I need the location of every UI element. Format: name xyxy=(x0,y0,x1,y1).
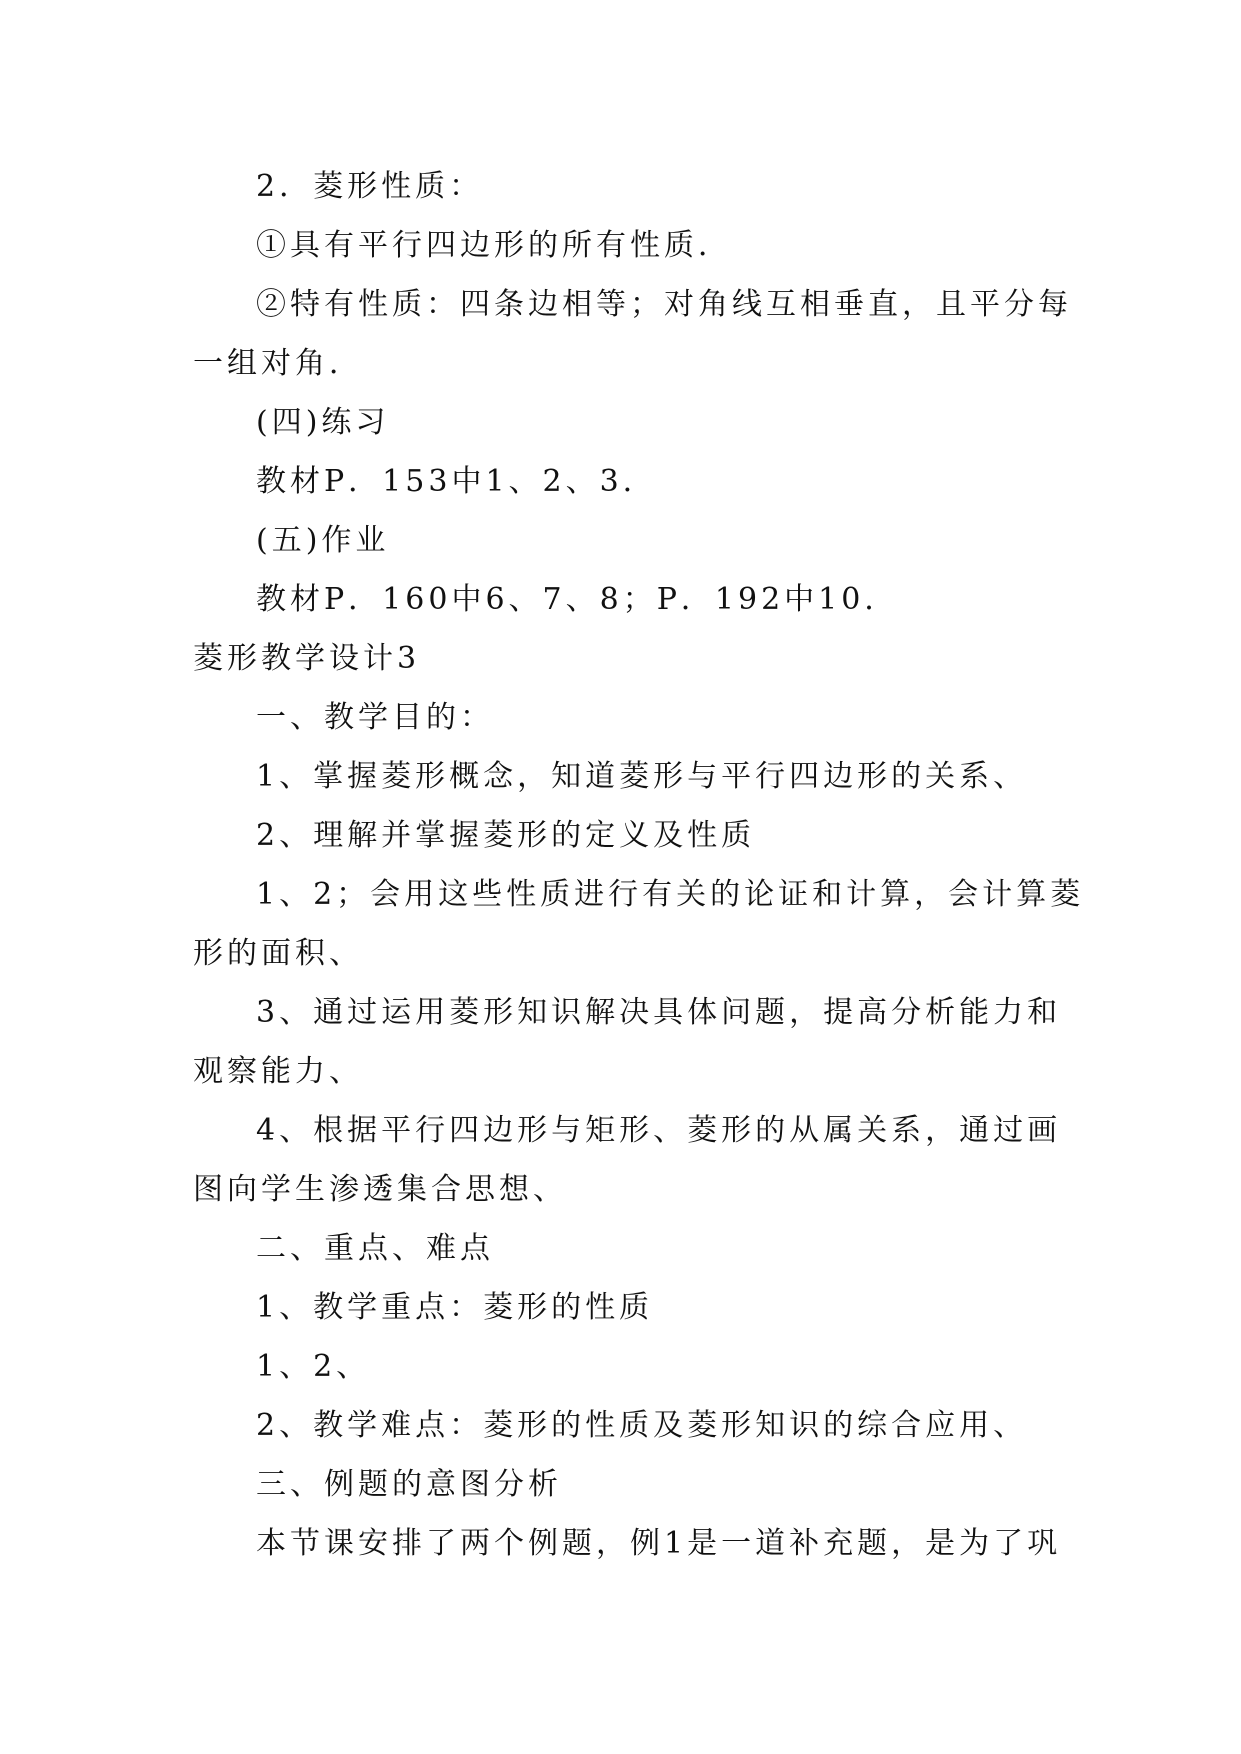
text-line: 教材P．160中6、7、8；P．192中10． xyxy=(256,582,899,617)
text-line: 二、重点、难点 xyxy=(256,1231,494,1266)
text-line: 3、通过运用菱形知识解决具体问题，提高分析能力和 xyxy=(256,995,1062,1030)
text-line: 1、教学重点：菱形的性质 xyxy=(256,1290,654,1325)
text-line: (四)练习 xyxy=(256,405,390,440)
text-line: ②特有性质：四条边相等；对角线互相垂直，且平分每 xyxy=(256,287,1072,322)
text-line: 图向学生渗透集合思想、 xyxy=(193,1172,567,1207)
text-line: 教材P．153中1、2、3． xyxy=(256,464,657,499)
text-line: 1、掌握菱形概念，知道菱形与平行四边形的关系、 xyxy=(256,759,1028,794)
text-line: 三、例题的意图分析 xyxy=(256,1467,562,1502)
text-line: (五)作业 xyxy=(256,523,390,558)
text-line: 观察能力、 xyxy=(193,1054,363,1089)
text-line: 2、理解并掌握菱形的定义及性质 xyxy=(256,818,756,853)
section-title: 菱形教学设计3 xyxy=(193,641,421,676)
text-line: 一组对角． xyxy=(193,346,363,381)
text-line: 本节课安排了两个例题，例1是一道补充题，是为了巩 xyxy=(256,1526,1062,1561)
text-line: 1、2、 xyxy=(256,1349,371,1384)
text-line: 4、根据平行四边形与矩形、菱形的从属关系，通过画 xyxy=(256,1113,1062,1148)
text-line: 2、教学难点：菱形的性质及菱形知识的综合应用、 xyxy=(256,1408,1028,1443)
text-line: 形的面积、 xyxy=(193,936,363,971)
text-line: 1、2；会用这些性质进行有关的论证和计算，会计算菱 xyxy=(256,877,1085,912)
text-line: 一、教学目的： xyxy=(256,700,494,735)
text-line: ①具有平行四边形的所有性质． xyxy=(256,228,732,263)
text-line: 2．菱形性质： xyxy=(256,169,484,204)
